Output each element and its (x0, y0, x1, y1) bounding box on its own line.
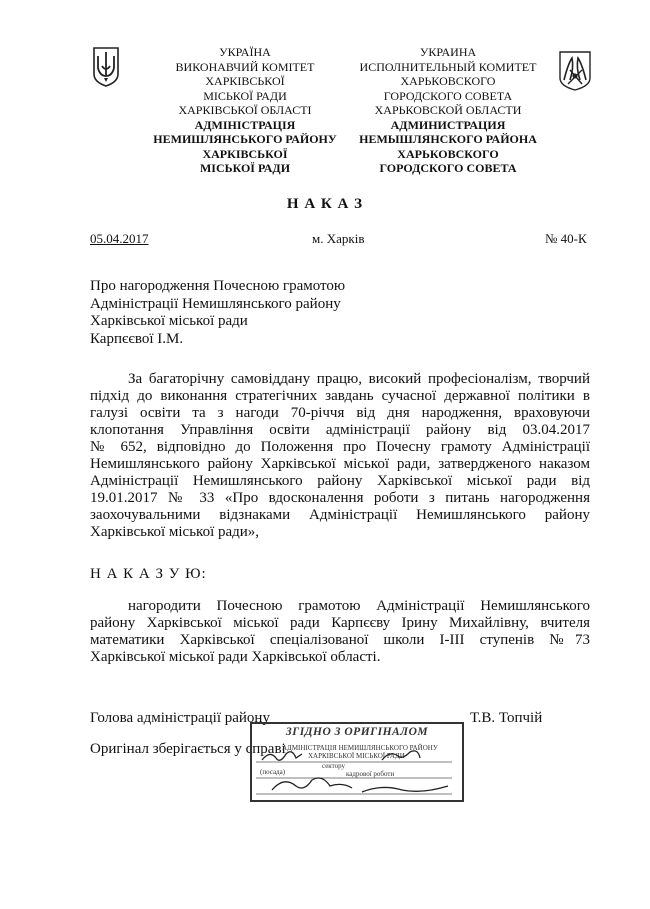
header-right-bold-line: АДМИНИСТРАЦИЯ (390, 117, 506, 132)
document-title: Н А К А З (286, 196, 364, 212)
signature-position: Голова адміністрації району (90, 710, 270, 726)
subject-line: Про нагородження Почесною грамотою (90, 278, 346, 294)
document-number: № 40-К (545, 231, 587, 246)
order-paragraph (90, 598, 590, 666)
header-left-line: ХАРКІВСЬКОЇ (205, 74, 285, 88)
order-heading: Н А К А З У Ю: (90, 566, 207, 582)
header-left-bold-line: АДМІНІСТРАЦІЯ (194, 117, 296, 132)
header-left-line: МІСЬКОЇ РАДИ (203, 88, 287, 103)
stamp-hr-label: кадрової роботи (346, 770, 395, 778)
preamble-line: Адміністрації Немишлянського району Харківської міської ради від (90, 473, 590, 489)
header-right-line: ИСПОЛНИТЕЛЬНЫЙ КОМИТЕТ (359, 59, 537, 74)
header-left-bold-line: ХАРКІВСЬКОЇ (202, 146, 288, 161)
order-line: математики Харківської спеціалізованої школи І-ІІІ ступенів №73 (90, 632, 590, 648)
preamble-line: За багаторічну самовіддану працю, високий професіоналізм, творчий (128, 371, 590, 387)
subject-line: Адміністрації Немишлянського району (90, 295, 341, 312)
header-left-line: УКРАЇНА (219, 45, 271, 59)
stamp-org-line: АДМІНІСТРАЦІЯ НЕМИШЛЯНСЬКОГО РАЙОНУ (282, 744, 438, 752)
header-right-bold-line: ХАРЬКОВСКОГО (397, 146, 499, 161)
document-city: м. Харків (312, 231, 365, 246)
header-right-line: ХАРЬКОВСКОЙ ОБЛАСТИ (374, 103, 522, 117)
header-right-line: ГОРОДСКОГО СОВЕТА (383, 88, 513, 103)
stamp-position-label: (посада) (260, 768, 286, 776)
header-left-bold-line: НЕМИШЛЯНСЬКОГО РАЙОНУ (153, 132, 337, 146)
original-storage-note: Оригінал зберігається у справі (90, 741, 286, 757)
order-line: нагородити Почесною грамотою Адміністрації Немишлянського (128, 598, 590, 614)
order-line: Харківської міської ради Харківської області. (90, 649, 381, 665)
preamble-line: заохочувальними відзнаками Адміністрації Немишлянського району (90, 507, 590, 523)
header-right-line: УКРАИНА (419, 45, 477, 59)
preamble-line: Харківської міської ради», (90, 524, 260, 540)
stamp-sector-label: сектору (322, 762, 345, 770)
header-right-block (330, 45, 566, 176)
preamble-line: Немишлянського району Харківської міської ради, затвердженого наказом (90, 456, 590, 472)
handwritten-signature-icon (252, 724, 462, 800)
preamble-line: клопотання Управління освіти адміністрації району від 03.04.2017 (90, 422, 590, 438)
header-left-block (130, 45, 360, 176)
subject-line: Харківської міської ради (90, 313, 248, 329)
certification-stamp (250, 722, 464, 802)
ukraine-trident-emblem-icon (92, 46, 120, 88)
header-right-bold-line: ГОРОДСКОГО СОВЕТА (379, 161, 517, 175)
stamp-org-line: ХАРКІВСЬКОЇ МІСЬКОЇ РАДИ (308, 752, 405, 760)
subject-line: Карпєєвої І.М. (90, 330, 184, 347)
header-left-line: ХАРКІВСЬКОЇ ОБЛАСТІ (178, 103, 312, 117)
order-line: району Харківської міської ради Карпєєву Ірину Михайлівну, вчителя (90, 615, 590, 631)
preamble-line: № 652, відповідно до Положення про Почесну грамоту Адміністрації (90, 439, 590, 455)
signature-name: Т.В. Топчій (470, 710, 543, 726)
preamble-line: галузі освіти та з нагоди 70-річчя від дня народження, враховуючи (90, 405, 590, 421)
preamble-line: 19.01.2017 № 33 «Про вдосконалення роботи з питань нагородження (90, 490, 590, 506)
header-right-line: ХАРЬКОВСКОГО (400, 74, 496, 88)
preamble-paragraph (90, 371, 590, 541)
header-right-bold-line: НЕМЫШЛЯНСКОГО РАЙОНА (359, 132, 537, 146)
stamp-title: ЗГІДНО З ОРИГІНАЛОМ (285, 726, 429, 738)
header-left-bold-line: МІСЬКОЇ РАДИ (199, 161, 291, 175)
preamble-line: підхід до виконання стратегічних завдань сучасної державної політики в (90, 388, 590, 404)
header-left-line: ВИКОНАВЧИЙ КОМІТЕТ (175, 59, 315, 74)
document-date: 05.04.2017 (90, 231, 149, 246)
document-subject (90, 278, 345, 348)
